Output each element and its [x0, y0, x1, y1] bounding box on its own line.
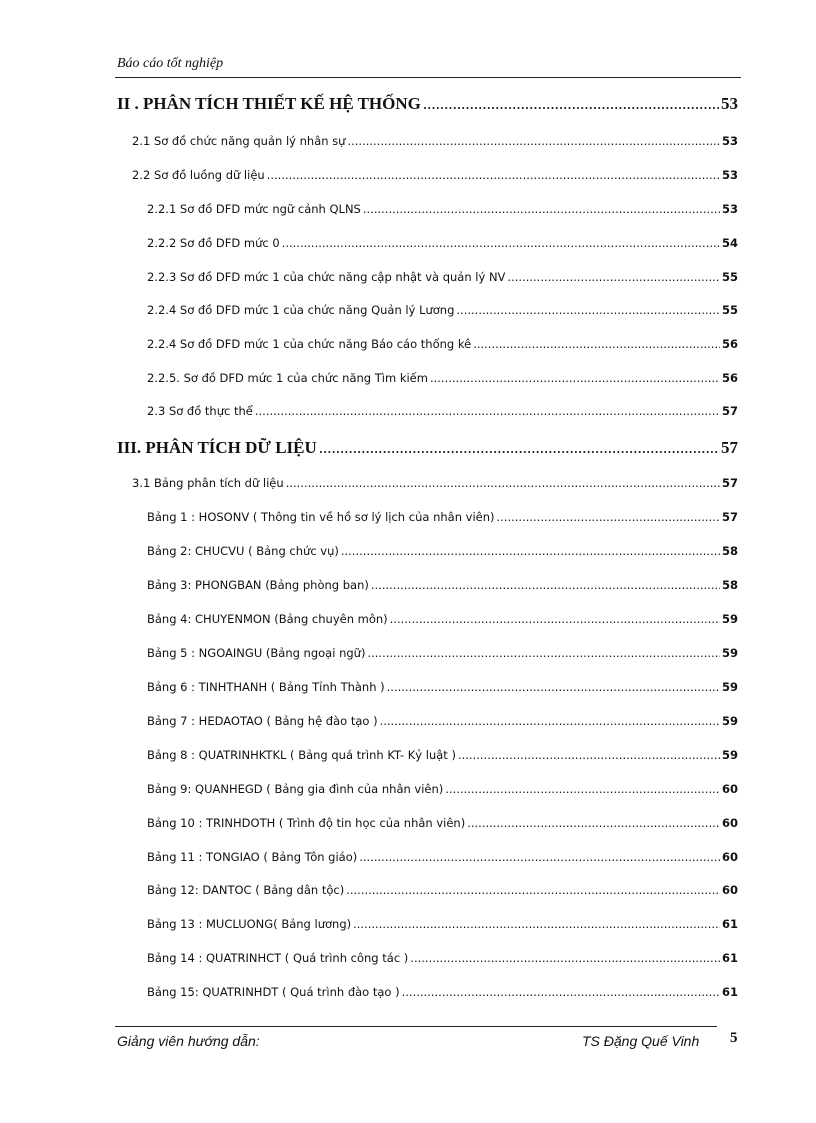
header-divider [115, 77, 741, 78]
advisor-label: Giảng viên hướng dẫn: [117, 1033, 260, 1049]
toc-leader-dots [423, 94, 719, 114]
toc-leader-dots [497, 510, 720, 524]
toc-entry[interactable] [132, 168, 738, 182]
toc-entry-label: Bảng 3: PHONGBAN (Bảng phòng ban) [147, 578, 369, 592]
toc-entry-page: 59 [721, 748, 738, 762]
toc-entry-page: 56 [721, 371, 738, 385]
toc-entry-page: 55 [721, 270, 738, 284]
toc-entry-page: 53 [721, 168, 738, 182]
toc-leader-dots [286, 476, 720, 490]
toc-leader-dots [255, 404, 720, 418]
toc-entry-page: 60 [721, 816, 738, 830]
toc-leader-dots [458, 748, 720, 762]
toc-entry-page: 61 [721, 917, 738, 931]
toc-leader-dots [353, 917, 720, 931]
toc-leader-dots [347, 134, 720, 148]
toc-leader-dots [387, 680, 720, 694]
toc-entry[interactable] [147, 544, 738, 558]
toc-leader-dots [445, 782, 720, 796]
toc-entry-page: 61 [721, 951, 738, 965]
toc-entry-page: 59 [721, 680, 738, 694]
toc-entry[interactable] [147, 202, 738, 216]
toc-entry-page: 54 [721, 236, 738, 250]
toc-entry[interactable] [147, 714, 738, 728]
toc-entry-page: 53 [721, 94, 738, 113]
toc-entry-page: 61 [721, 985, 738, 999]
toc-entry-page: 57 [721, 510, 738, 524]
running-header: Báo cáo tốt nghiệp [117, 56, 224, 71]
toc-leader-dots [380, 714, 720, 728]
toc-entry[interactable] [147, 510, 738, 524]
toc-entry-page: 53 [721, 202, 738, 216]
toc-leader-dots [359, 850, 720, 864]
toc-leader-dots [467, 816, 720, 830]
toc-entry-page: 57 [721, 476, 738, 490]
toc-leader-dots [282, 236, 720, 250]
toc-entry-label: Bảng 10 : TRINHDOTH ( Trình độ tin học của nhân viên) [147, 816, 466, 830]
toc-entry[interactable] [147, 985, 738, 999]
toc-entry-label: Bảng 8 : QUATRINHKTKL ( Bảng quá trình KT- Kỷ luật ) [147, 748, 456, 762]
page-number: 5 [730, 1030, 738, 1046]
toc-leader-dots [507, 270, 720, 284]
toc-entry[interactable] [147, 578, 738, 592]
footer-divider [115, 1026, 717, 1027]
toc-entry-label: Bảng 12: DANTOC ( Bảng dân tộc) [147, 883, 345, 897]
toc-entry-label: Bảng 9: QUANHEGD ( Bảng gia đình của nhân viên) [147, 782, 444, 796]
toc-leader-dots [319, 438, 719, 458]
toc-entry-label: III. PHÂN TÍCH DỮ LIỆU [117, 438, 317, 457]
toc-entry-chapter-2[interactable] [117, 94, 738, 114]
toc-entry-page: 53 [721, 134, 738, 148]
toc-entry-label: 2.2.1 Sơ đồ DFD mức ngữ cảnh QLNS [147, 202, 361, 216]
toc-entry[interactable] [147, 680, 738, 694]
toc-entry-label: Bảng 7 : HEDAOTAO ( Bảng hệ đào tạo ) [147, 714, 378, 728]
toc-entry-page: 59 [721, 714, 738, 728]
toc-entry[interactable] [132, 476, 738, 490]
toc-entry[interactable] [147, 646, 738, 660]
toc-entry-label: Bảng 6 : TINHTHANH ( Bảng Tỉnh Thành ) [147, 680, 385, 694]
toc-entry-label: Bảng 4: CHUYENMON (Bảng chuyên môn) [147, 612, 388, 626]
toc-entry-page: 57 [721, 404, 738, 418]
toc-entry-page: 59 [721, 612, 738, 626]
toc-entry-label: 2.2.2 Sơ đồ DFD mức 0 [147, 236, 280, 250]
toc-entry[interactable] [132, 134, 738, 148]
toc-entry[interactable] [147, 917, 738, 931]
toc-entry-label: II . PHÂN TÍCH THIẾT KẾ HỆ THỐNG [117, 94, 421, 113]
toc-leader-dots [456, 303, 720, 317]
toc-entry[interactable] [147, 236, 738, 250]
toc-entry-page: 58 [721, 544, 738, 558]
toc-entry[interactable] [147, 612, 738, 626]
toc-leader-dots [367, 646, 720, 660]
toc-entry-label: Bảng 11 : TONGIAO ( Bảng Tôn giáo) [147, 850, 358, 864]
toc-leader-dots [346, 883, 720, 897]
toc-entry[interactable] [147, 782, 738, 796]
toc-entry-page: 60 [721, 782, 738, 796]
toc-entry-page: 59 [721, 646, 738, 660]
toc-entry[interactable] [147, 748, 738, 762]
toc-leader-dots [390, 612, 720, 626]
toc-entry-label: 2.2.5. Sơ đồ DFD mức 1 của chức năng Tìm kiếm [147, 371, 428, 385]
toc-entry[interactable] [147, 850, 738, 864]
toc-leader-dots [410, 951, 720, 965]
toc-entry-page: 56 [721, 337, 738, 351]
toc-entry-label: 2.2.3 Sơ đồ DFD mức 1 của chức năng cập nhật và quản lý NV [147, 270, 506, 284]
toc-entry-page: 60 [721, 850, 738, 864]
toc-entry-label: Bảng 2: CHUCVU ( Bảng chức vụ) [147, 544, 339, 558]
toc-entry[interactable] [147, 951, 738, 965]
toc-entry-label: Bảng 15: QUATRINHDT ( Quá trình đào tạo ) [147, 985, 400, 999]
toc-entry-label: Bảng 14 : QUATRINHCT ( Quá trình công tác ) [147, 951, 409, 965]
toc-leader-dots [363, 202, 720, 216]
toc-entry-label: 2.2 Sơ đồ luồng dữ liệu [132, 168, 265, 182]
toc-entry-label: Bảng 5 : NGOAINGU (Bảng ngoại ngữ) [147, 646, 366, 660]
toc-leader-dots [371, 578, 720, 592]
toc-leader-dots [473, 337, 720, 351]
toc-entry-label: 2.1 Sơ đồ chức năng quản lý nhân sự [132, 134, 346, 148]
toc-entry[interactable] [147, 816, 738, 830]
toc-entry-label: 2.2.4 Sơ đồ DFD mức 1 của chức năng Báo cáo thống kê [147, 337, 472, 351]
toc-entry-page: 58 [721, 578, 738, 592]
toc-entry[interactable] [147, 883, 738, 897]
toc-leader-dots [341, 544, 720, 558]
toc-entry-label: 2.3 Sơ đồ thực thể [147, 404, 253, 418]
toc-entry[interactable] [147, 303, 738, 317]
toc-entry-page: 55 [721, 303, 738, 317]
toc-entry-page: 60 [721, 883, 738, 897]
advisor-name: TS Đặng Quế Vinh [582, 1033, 700, 1049]
toc-entry[interactable] [147, 270, 738, 284]
toc-entry-chapter-3[interactable] [117, 438, 738, 458]
toc-entry-label: Bảng 1 : HOSONV ( Thông tin về hồ sơ lý lịch của nhân viên) [147, 510, 495, 524]
toc-leader-dots [430, 371, 720, 385]
toc-entry-label: Bảng 13 : MUCLUONG( Bảng lương) [147, 917, 352, 931]
toc-entry[interactable] [147, 337, 738, 351]
toc-leader-dots [267, 168, 720, 182]
toc-entry[interactable] [147, 404, 738, 418]
toc-entry-label: 3.1 Bảng phân tích dữ liệu [132, 476, 284, 490]
toc-entry[interactable] [147, 371, 738, 385]
toc-entry-label: 2.2.4 Sơ đồ DFD mức 1 của chức năng Quản lý Lương [147, 303, 455, 317]
toc-leader-dots [402, 985, 720, 999]
toc-entry-page: 57 [721, 438, 738, 457]
